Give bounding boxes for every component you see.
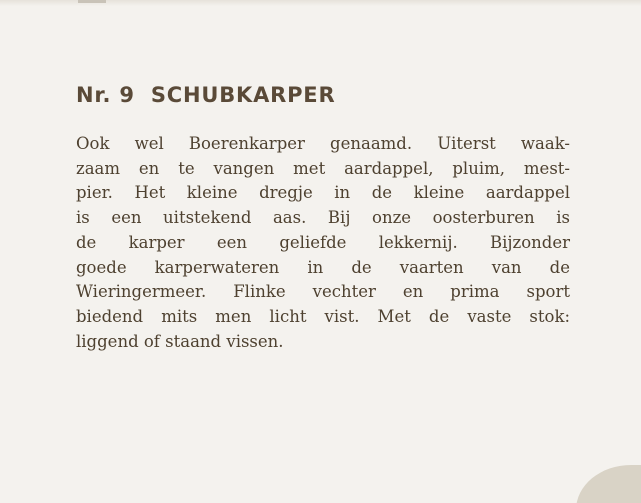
- description-line: de karper een geliefde lekkernij. Bijzonder: [76, 232, 570, 252]
- description-line: Ook wel Boerenkarper genaamd. Uiterst waak-: [76, 134, 570, 153]
- description-line: is een uitstekend aas. Bij onze oosterburen is: [76, 208, 570, 228]
- card-number: Nr. 9: [76, 83, 135, 107]
- description-line: Wieringermeer. Flinke vechter en prima sport: [76, 282, 570, 302]
- card-heading: [76, 83, 335, 107]
- description-line: liggend of staand vissen.: [76, 331, 284, 351]
- card-description: [76, 132, 570, 354]
- description-line: zaam en te vangen met aardappel, pluim, mest-: [76, 158, 570, 178]
- description-line: pier. Het kleine dregje in de kleine aardappel: [76, 183, 570, 203]
- description-line: goede karperwateren in de vaarten van de: [76, 257, 570, 277]
- card-title: SCHUBKARPER: [150, 83, 336, 107]
- watermark-corner: [576, 465, 641, 503]
- top-mark: [78, 0, 106, 3]
- description-line: biedend mits men licht vist. Met de vaste stok:: [76, 306, 570, 326]
